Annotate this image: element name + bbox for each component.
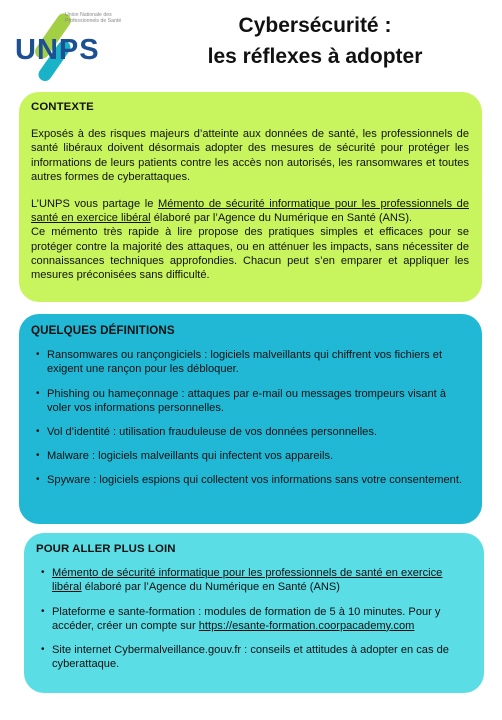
resource-cybermalveillance-text: Site internet Cybermalveillance.gouv.fr : conseils et attitudes à adopter en cas de cyberattaque. [52,644,449,671]
contexte-paragraph-3: Ce mémento très rapide à lire propose des pratiques simples et efficaces pour se protéger contre la majorité des attaques, ou en atténuer les impacts, sans nécessiter de connaissances techniques approfondies. Chacun peut s’en emparer et appliquer les mesures préconisées sans difficulté. [31,226,469,282]
resource-memento [41,566,470,594]
definition-ransomware [36,348,470,376]
contexte-heading: CONTEXTE [31,101,94,113]
memento-link[interactable]: Mémento de sécurité informatique pour les professionnels de santé en exercice libéral [31,198,469,225]
definition-phishing [36,387,470,415]
logo-subtitle: Union Nationale des Professionnels de Santé [65,12,122,25]
definition-text: Spyware : logiciels espions qui collectent vos informations sans votre consentement. [47,474,462,487]
resource-memento-link[interactable]: Mémento de sécurité informatique pour les professionnels de santé en exercice libéral [52,567,443,594]
definition-spyware [36,473,470,487]
definition-identity-theft [36,425,470,439]
contexte-paragraph-2-intro: L’UNPS vous partage le [31,198,158,211]
bullet-icon: • [41,605,45,617]
esante-formation-link[interactable]: https://esante-formation.coorpacademy.com [198,619,415,632]
bullet-icon: • [36,426,40,438]
plus-loin-list [36,566,470,671]
resource-memento-text: élaboré par l’Agence du Numérique en Santé (ANS) [81,581,340,594]
definition-text: Malware : logiciels malveillants qui infectent vos appareils. [47,450,334,463]
bullet-icon: • [36,450,40,462]
resource-esante-text: Plateforme e sante-formation : modules de formation de 5 à 10 minutes. Pour y accéder, créer un compte sur [52,605,441,632]
definition-text: Phishing ou hameçonnage : attaques par e-mail ou messages trompeurs visant à voler vos informations personnelles. [47,387,446,414]
plus-loin-heading: POUR ALLER PLUS LOIN [36,543,176,555]
contexte-paragraph-2 [31,197,469,225]
definitions-heading: QUELQUES DÉFINITIONS [31,324,175,337]
contexte-paragraph-2-end: élaboré par l’Agence du Numérique en Santé (ANS). [150,212,413,225]
bullet-icon: • [36,349,40,361]
definition-text: Vol d’identité : utilisation frauduleuse de vos données personnelles. [47,426,377,439]
page-title [150,10,480,72]
title-line-1: Cybersécurité : [238,14,392,37]
bullet-icon: • [36,474,40,486]
bullet-icon: • [41,567,45,579]
plus-loin-section [24,533,484,693]
definition-text: Ransomwares ou rançongiciels : logiciels malveillants qui chiffrent vos fichiers et exigent une rançon pour les débloquer. [47,349,443,376]
resource-cybermalveillance [41,643,470,671]
definition-malware [36,449,470,463]
unps-logo [10,8,128,88]
logo-wordmark: UNPS [15,34,100,66]
contexte-section [19,92,482,302]
bullet-icon: • [41,644,45,656]
definitions-section [19,314,482,524]
resource-esante-formation [41,605,470,633]
title-line-2: les réflexes à adopter [207,45,423,68]
bullet-icon: • [36,387,40,399]
definitions-list [31,348,470,487]
contexte-paragraph-1: Exposés à des risques majeurs d’atteinte aux données de santé, les professionnels de santé libéraux doivent désormais adopter des mesures de sécurité pour protéger les informations de leurs patients contre les accès non autorisés, les ransomwares et toutes autres formes de cyberattaques. [31,128,469,183]
